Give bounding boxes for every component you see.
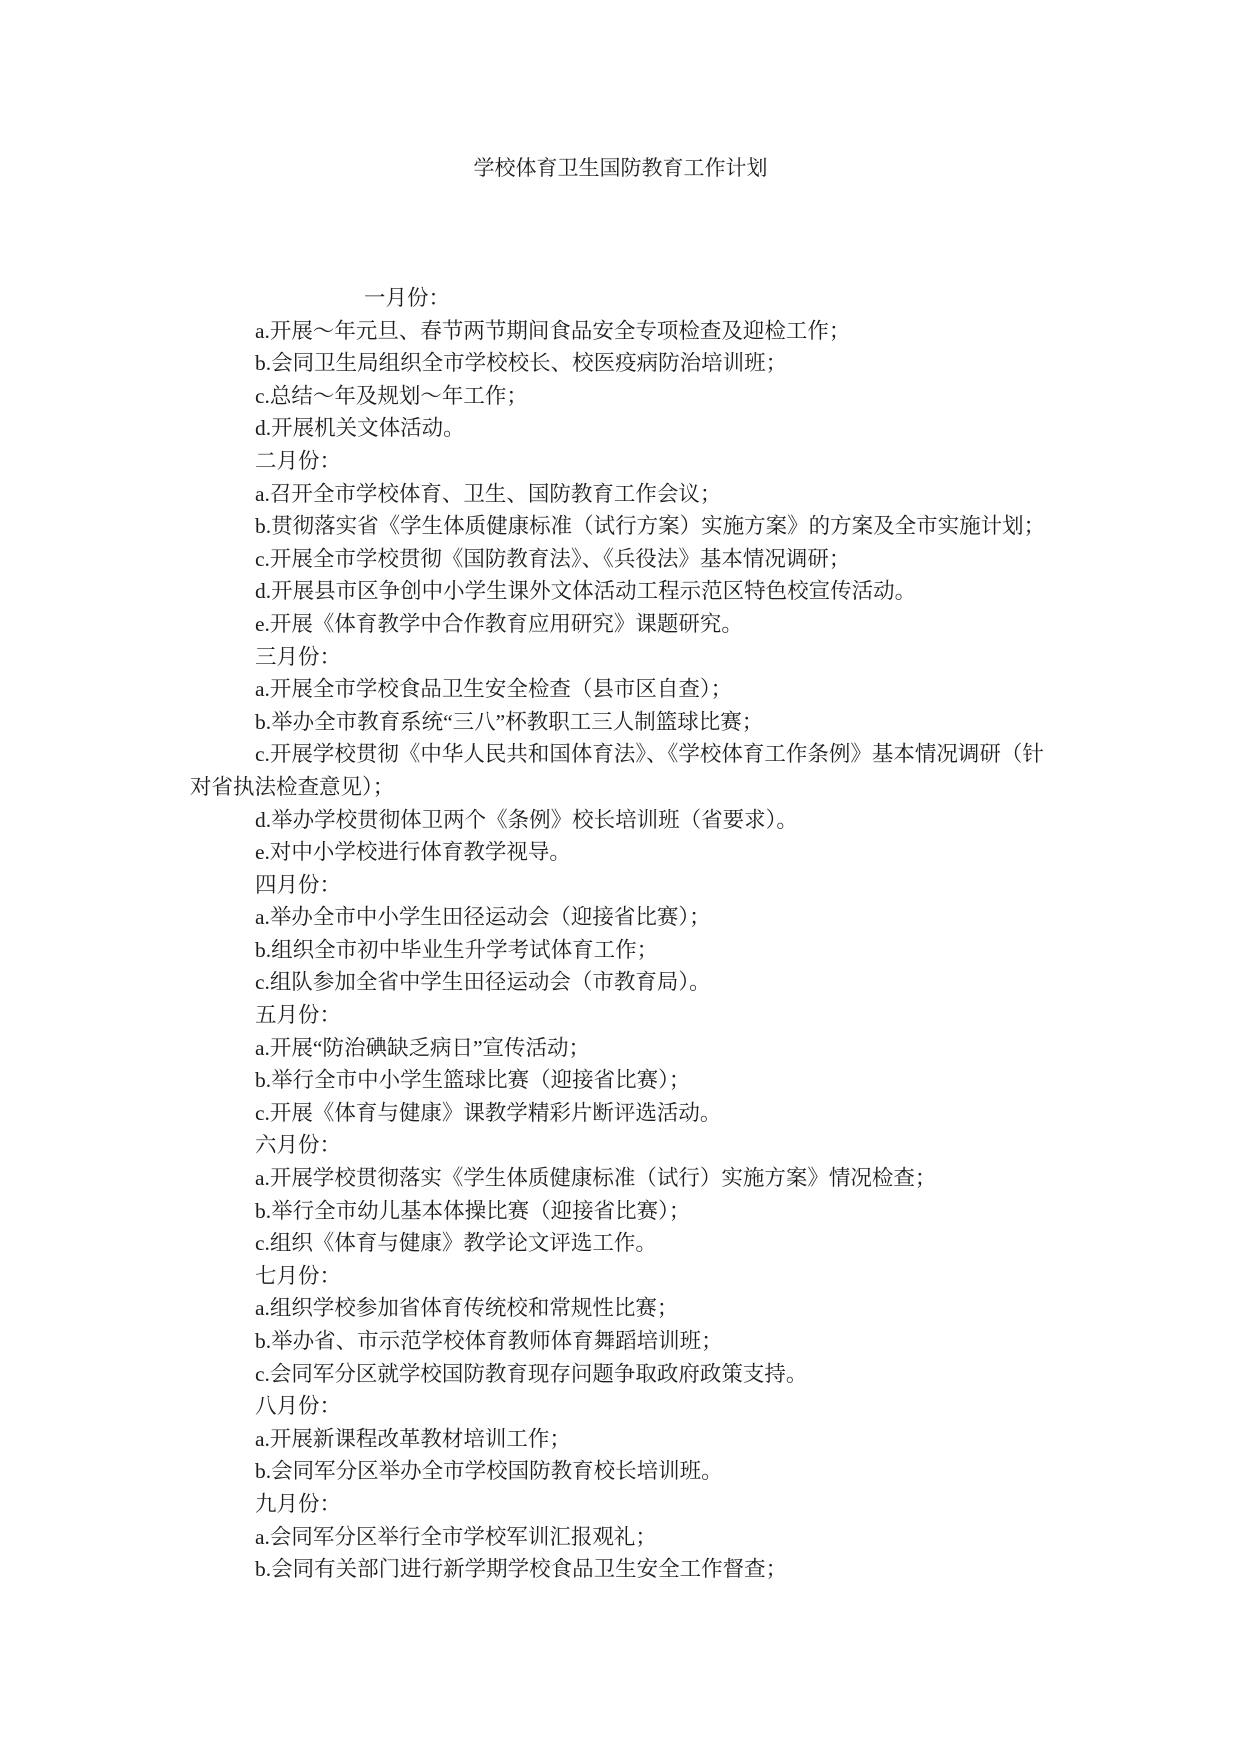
month-heading: 一月份： <box>364 286 451 310</box>
list-item: a.会同军分区举行全市学校军训汇报观礼； <box>255 1524 657 1549</box>
document-body <box>0 282 1241 1586</box>
list-item: b.会同卫生局组织全市学校校长、校医疫病防治培训班； <box>255 351 788 376</box>
list-item: a.开展全市学校食品卫生安全检查（县市区自查）； <box>255 677 733 702</box>
list-item: a.组织学校参加省体育传统校和常规性比赛； <box>255 1296 679 1321</box>
month-heading: 二月份： <box>255 448 342 473</box>
list-item: e.对中小学校进行体育教学视导。 <box>255 840 571 865</box>
month-section-april <box>0 869 1241 999</box>
list-item: c.开展全市学校贯彻《国防教育法》、《兵役法》基本情况调研； <box>255 546 851 571</box>
month-heading: 五月份： <box>255 1003 342 1028</box>
list-item: a.开展学校贯彻落实《学生体质健康标准（试行）实施方案》情况检查； <box>255 1166 937 1191</box>
list-item: b.举办省、市示范学校体育教师体育舞蹈培训班； <box>255 1329 723 1353</box>
list-item: a.开展新课程改革教材培训工作； <box>255 1426 571 1451</box>
list-item: a.开展“防治碘缺乏病日”宣传活动； <box>255 1035 591 1060</box>
month-section-august <box>0 1390 1241 1488</box>
month-section-june <box>0 1129 1241 1259</box>
list-item: b.举行全市中小学生篮球比赛（迎接省比赛）； <box>255 1068 691 1093</box>
month-section-september <box>0 1488 1241 1586</box>
month-section-july <box>0 1260 1241 1390</box>
list-item: d.举办学校贯彻体卫两个《条例》校长培训班（省要求）。 <box>255 807 798 832</box>
list-item: a.召开全市学校体育、卫生、国防教育工作会议； <box>255 481 722 506</box>
list-item: c.会同军分区就学校国防教育现存问题争取政府政策支持。 <box>255 1361 808 1386</box>
month-section-february <box>0 445 1241 641</box>
list-item: b.举办全市教育系统“三八”杯教职工三人制篮球比赛； <box>255 709 764 734</box>
list-item: c.组队参加全省中学生田径运动会（市教育局）。 <box>255 970 711 995</box>
month-heading: 三月份： <box>255 644 342 669</box>
month-section-january <box>0 282 1241 445</box>
list-item: c.开展学校贯彻《中华人民共和国体育法》、《学校体育工作条例》基本情况调研（针 <box>255 742 1044 767</box>
list-item: c.总结～年及规划～年工作； <box>255 383 528 408</box>
list-item: b.会同有关部门进行新学期学校食品卫生安全工作督查； <box>255 1557 788 1582</box>
month-section-march <box>0 641 1241 869</box>
month-section-may <box>0 999 1241 1129</box>
list-item: e.开展《体育教学中合作教育应用研究》课题研究。 <box>255 611 743 636</box>
month-heading: 七月份： <box>255 1263 342 1288</box>
month-heading: 九月份： <box>255 1491 342 1516</box>
month-heading: 六月份： <box>255 1133 342 1158</box>
list-item-continuation: 对省执法检查意见）； <box>190 774 395 799</box>
list-item: d.开展县市区争创中小学生课外文体活动工程示范区特色校宣传活动。 <box>255 579 917 604</box>
list-item: b.举行全市幼儿基本体操比赛（迎接省比赛）； <box>255 1198 691 1223</box>
list-item: a.举办全市中小学生田径运动会（迎接省比赛）； <box>255 905 711 930</box>
month-heading: 八月份： <box>255 1394 342 1419</box>
list-item: c.开展《体育与健康》课教学精彩片断评选活动。 <box>255 1100 722 1125</box>
document-title: 学校体育卫生国防教育工作计划 <box>473 156 768 180</box>
list-item: b.组织全市初中毕业生升学考试体育工作； <box>255 937 659 962</box>
list-item: d.开展机关文体活动。 <box>255 416 465 441</box>
list-item: c.组织《体育与健康》教学论文评选工作。 <box>255 1231 657 1256</box>
list-item: b.贯彻落实省《学生体质健康标准（试行方案）实施方案》的方案及全市实施计划； <box>255 514 1046 539</box>
list-item: b.会同军分区举办全市学校国防教育校长培训班。 <box>255 1459 723 1484</box>
list-item: a.开展～年元旦、春节两节期间食品安全专项检查及迎检工作； <box>255 318 851 343</box>
month-heading: 四月份： <box>255 872 342 897</box>
